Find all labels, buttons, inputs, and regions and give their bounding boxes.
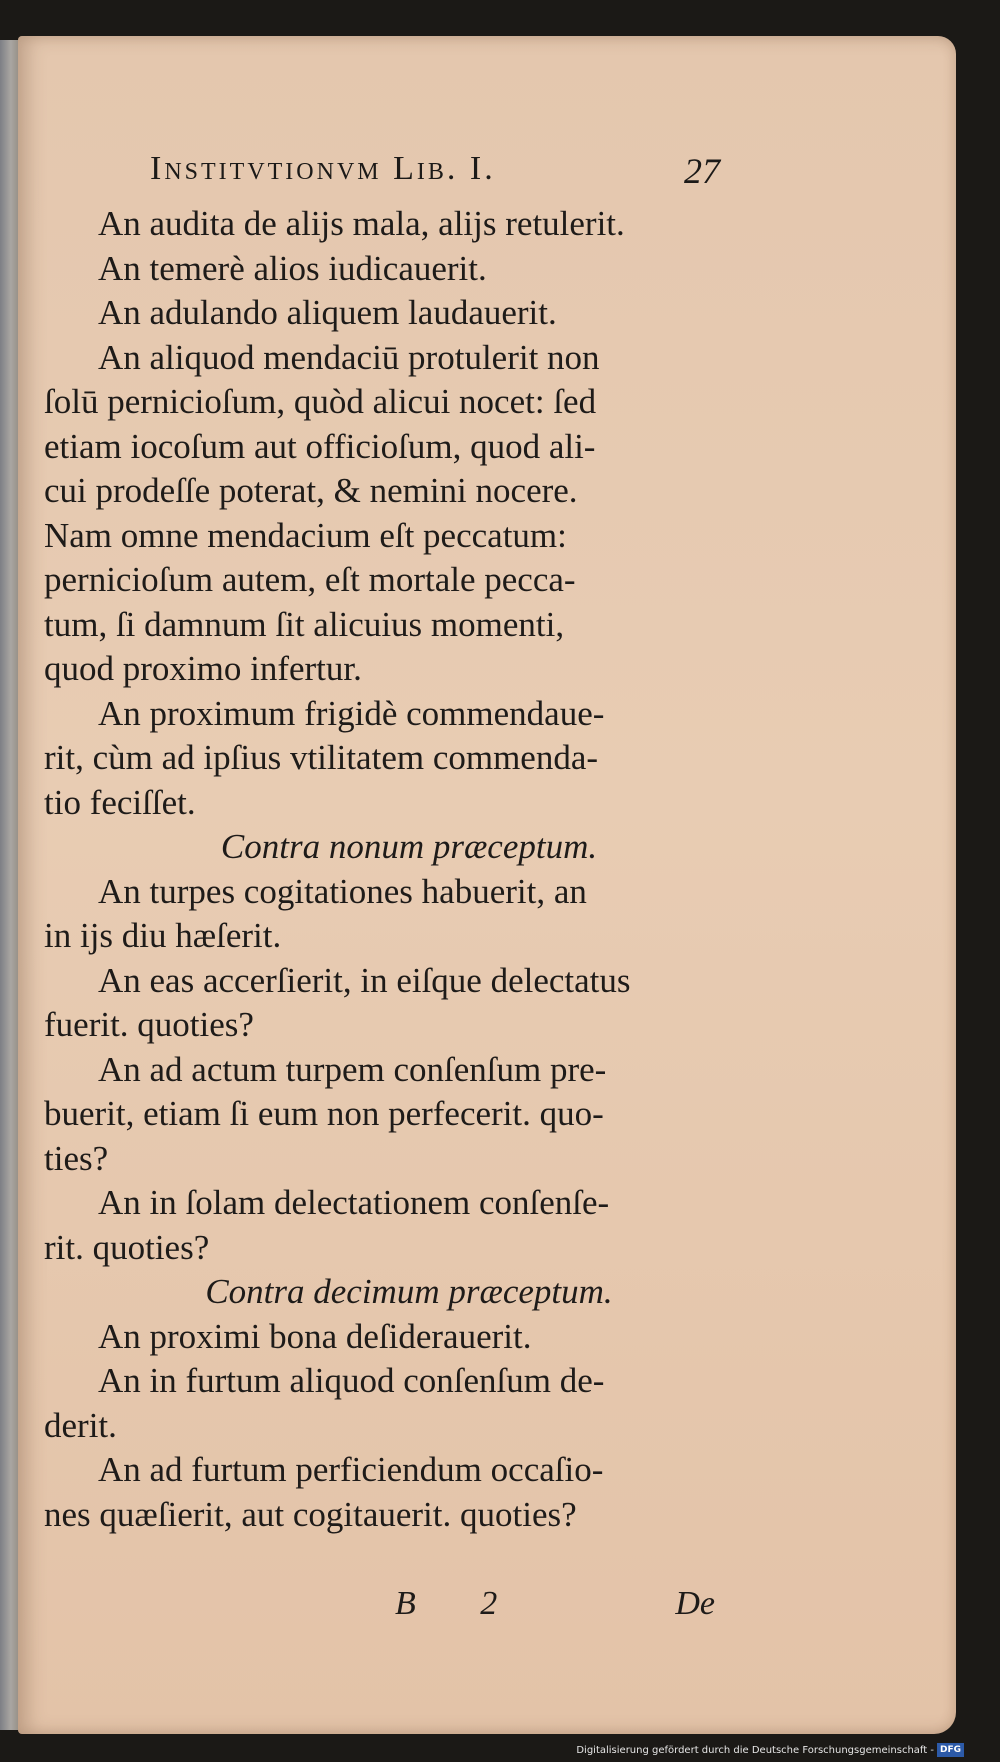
text-line: etiam iocoſum aut officioſum, quod ali- xyxy=(44,426,596,466)
text-line: An adulando aliquem laudauerit. xyxy=(98,293,557,332)
text-line: An ad actum turpem conſenſum pre- xyxy=(98,1049,607,1089)
page-header xyxy=(150,150,720,200)
text-line: An audita de alijs mala, alijs retulerit. xyxy=(98,204,625,243)
page-footer xyxy=(395,1585,715,1629)
text-line: nes quæſierit, aut cogitauerit. quoties? xyxy=(44,1494,577,1534)
text-line: An aliquod mendaciū protulerit non xyxy=(98,337,600,377)
credit-text: Digitalisierung gefördert durch die Deutsche Forschungsgemeinschaft - xyxy=(576,1745,934,1756)
text-line: An proximum frigidè commendaue- xyxy=(98,693,605,733)
text-line: rit, cùm ad ipſius vtilitatem commenda- xyxy=(44,738,599,777)
signature-mark: B 2 xyxy=(395,1585,526,1622)
catchword: De xyxy=(675,1585,715,1622)
section-heading: Contra nonum præceptum. xyxy=(220,827,598,866)
text-line: pernicioſum autem, eſt mortale pecca- xyxy=(44,560,576,599)
text-line: Nam omne mendacium eſt peccatum: xyxy=(44,515,567,555)
text-line: buerit, etiam ſi eum non perfecerit. quo- xyxy=(44,1094,604,1133)
digitization-credit xyxy=(576,1742,964,1760)
text-line: An proximi bona deſiderauerit. xyxy=(98,1316,532,1356)
dfg-logo-icon: DFG xyxy=(937,1743,964,1757)
text-line: An temerè alios iudicauerit. xyxy=(98,248,487,288)
text-line: tum, ſi damnum ſit alicuius momenti, xyxy=(44,604,565,644)
text-line: An turpes cogitationes habuerit, an xyxy=(98,871,587,911)
section-heading: Contra decimum præceptum. xyxy=(205,1272,613,1311)
text-line: fuerit. quoties? xyxy=(44,1005,254,1044)
running-title: Institvtionvm Lib. I. xyxy=(150,150,496,187)
text-line: ties? xyxy=(44,1138,109,1178)
text-line: An ad furtum perficiendum occaſio- xyxy=(98,1450,604,1489)
text-line: An in ſolam delectationem conſenſe- xyxy=(98,1183,610,1222)
text-line: derit. xyxy=(44,1405,117,1445)
text-line: quod proximo infertur. xyxy=(44,649,362,688)
text-line: rit. quoties? xyxy=(44,1227,210,1267)
text-block xyxy=(44,202,714,1537)
text-line: An eas accerſierit, in eiſque delectatus xyxy=(98,960,631,1000)
page-number: 27 xyxy=(684,151,720,191)
text-line: tio feciſſet. xyxy=(44,782,196,822)
text-line: cui prodeſſe poterat, & nemini nocere. xyxy=(44,471,578,510)
text-line: in ijs diu hæſerit. xyxy=(44,916,282,955)
text-line: ſolū pernicioſum, quòd alicui nocet: ſed xyxy=(44,382,597,421)
text-line: An in furtum aliquod conſenſum de- xyxy=(98,1361,605,1400)
